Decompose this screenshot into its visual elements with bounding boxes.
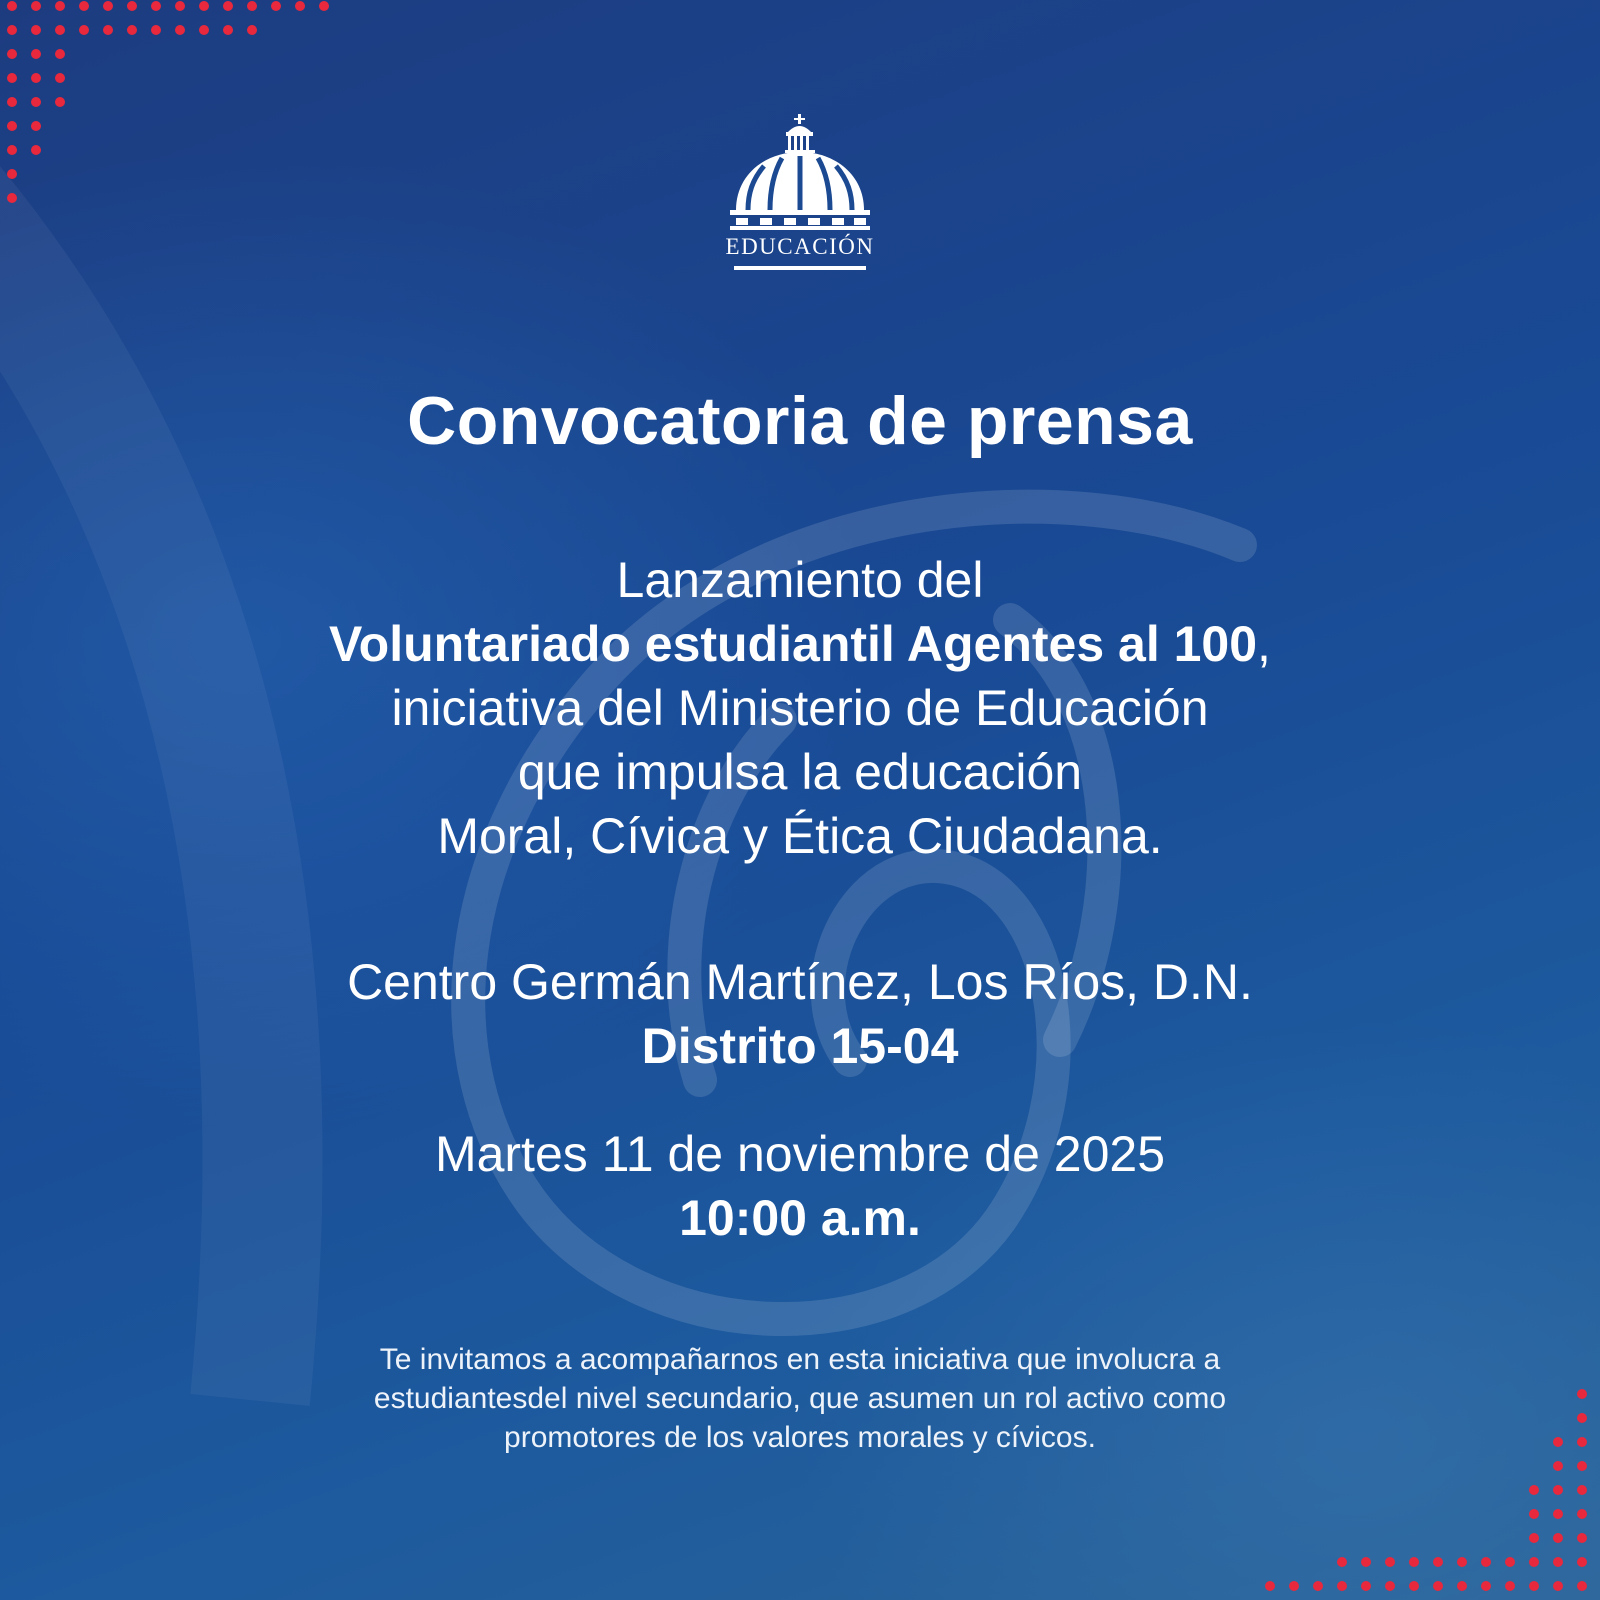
decorative-dot bbox=[1577, 1509, 1587, 1519]
decorative-dot bbox=[7, 1, 17, 11]
description-line-4: que impulsa la educación bbox=[517, 744, 1083, 800]
decorative-dot bbox=[247, 25, 257, 35]
decorative-dot bbox=[1457, 1557, 1467, 1567]
decorative-dot bbox=[1457, 1581, 1467, 1591]
decorative-dot bbox=[1553, 1509, 1563, 1519]
program-name: Voluntariado estudiantil Agentes al 100 bbox=[329, 616, 1258, 672]
decorative-dot bbox=[1553, 1581, 1563, 1591]
decorative-dot bbox=[1505, 1557, 1515, 1567]
decorative-dot bbox=[7, 49, 17, 59]
decorative-dot bbox=[1481, 1557, 1491, 1567]
decorative-dot bbox=[1577, 1581, 1587, 1591]
decorative-dot bbox=[1265, 1581, 1275, 1591]
decorative-dot bbox=[1289, 1581, 1299, 1591]
invitation-text bbox=[0, 1340, 1600, 1457]
decorative-dot bbox=[271, 1, 281, 11]
decorative-dot bbox=[1481, 1581, 1491, 1591]
decorative-dot bbox=[223, 1, 233, 11]
decorative-dot bbox=[1577, 1557, 1587, 1567]
decorative-dot bbox=[151, 1, 161, 11]
location-place: Centro Germán Martínez, Los Ríos, D.N. bbox=[347, 954, 1253, 1010]
decorative-dot bbox=[31, 1, 41, 11]
decorative-dot bbox=[1553, 1461, 1563, 1471]
decorative-dot bbox=[7, 97, 17, 107]
decorative-dot bbox=[1433, 1581, 1443, 1591]
decorative-dot bbox=[1529, 1581, 1539, 1591]
decorative-dot bbox=[1385, 1581, 1395, 1591]
decorative-dot bbox=[79, 1, 89, 11]
decorative-dot bbox=[247, 1, 257, 11]
decorative-dot bbox=[31, 49, 41, 59]
logo-underline bbox=[734, 266, 866, 270]
ministry-logo bbox=[700, 110, 900, 295]
decorative-dot bbox=[79, 25, 89, 35]
decorative-dot bbox=[199, 1, 209, 11]
decorative-dot bbox=[31, 73, 41, 83]
page-title: Convocatoria de prensa bbox=[407, 383, 1193, 459]
event-location bbox=[0, 950, 1600, 1078]
decorative-dot bbox=[55, 73, 65, 83]
decorative-dot bbox=[1529, 1509, 1539, 1519]
decorative-dot bbox=[127, 1, 137, 11]
decorative-dot bbox=[55, 25, 65, 35]
decorative-dot bbox=[31, 97, 41, 107]
dome-icon bbox=[730, 110, 870, 230]
decorative-dot bbox=[7, 121, 17, 131]
event-time: 10:00 a.m. bbox=[679, 1190, 921, 1246]
decorative-dot bbox=[175, 25, 185, 35]
decorative-dot bbox=[31, 25, 41, 35]
decorative-dot bbox=[7, 25, 17, 35]
logo-text: EDUCACIÓN bbox=[725, 234, 875, 259]
invitation-line-2: estudiantesdel nivel secundario, que asumen un rol activo como bbox=[373, 1382, 1227, 1415]
decorative-dot bbox=[103, 25, 113, 35]
decorative-dot bbox=[1529, 1557, 1539, 1567]
decorative-dot bbox=[55, 1, 65, 11]
decorative-dot bbox=[175, 1, 185, 11]
decorative-dot bbox=[7, 169, 17, 179]
decorative-dot bbox=[199, 25, 209, 35]
event-description bbox=[0, 548, 1600, 868]
decorative-dot bbox=[1553, 1485, 1563, 1495]
description-line-2 bbox=[0, 612, 1600, 676]
decorative-dot bbox=[1577, 1533, 1587, 1543]
invitation-line-3: promotores de los valores morales y cívicos. bbox=[504, 1421, 1096, 1454]
decorative-dot bbox=[55, 49, 65, 59]
decorative-dot bbox=[7, 193, 17, 203]
decorative-dot bbox=[1529, 1533, 1539, 1543]
decorative-dot bbox=[7, 73, 17, 83]
decorative-dot bbox=[1385, 1557, 1395, 1567]
decorative-dot bbox=[223, 25, 233, 35]
event-date: Martes 11 de noviembre de 2025 bbox=[434, 1126, 1166, 1182]
description-line-3: iniciativa del Ministerio de Educación bbox=[391, 680, 1209, 736]
decorative-dot bbox=[1313, 1581, 1323, 1591]
decorative-dot bbox=[1337, 1581, 1347, 1591]
description-line-1: Lanzamiento del bbox=[616, 552, 984, 608]
decorative-dot bbox=[55, 97, 65, 107]
decorative-dot bbox=[1553, 1533, 1563, 1543]
decorative-dot bbox=[31, 145, 41, 155]
decorative-dot bbox=[151, 25, 161, 35]
description-line-5: Moral, Cívica y Ética Ciudadana. bbox=[437, 808, 1163, 864]
decorative-dot bbox=[1361, 1581, 1371, 1591]
decorative-dot bbox=[319, 1, 329, 11]
invitation-line-1: Te invitamos a acompañarnos en esta iniciativa que involucra a bbox=[379, 1343, 1221, 1376]
decorative-dot bbox=[1577, 1461, 1587, 1471]
decorative-dot bbox=[1553, 1557, 1563, 1567]
decorative-dot bbox=[1337, 1557, 1347, 1567]
decorative-dot bbox=[127, 25, 137, 35]
location-district: Distrito 15-04 bbox=[641, 1018, 959, 1074]
decorative-dot bbox=[103, 1, 113, 11]
program-name-suffix: , bbox=[1257, 616, 1271, 672]
decorative-dot bbox=[31, 121, 41, 131]
decorative-dot bbox=[1409, 1581, 1419, 1591]
decorative-dot bbox=[1361, 1557, 1371, 1567]
event-schedule bbox=[0, 1122, 1600, 1250]
decorative-dot bbox=[1409, 1557, 1419, 1567]
decorative-dot bbox=[1505, 1581, 1515, 1591]
decorative-dot bbox=[1433, 1557, 1443, 1567]
decorative-dot bbox=[7, 145, 17, 155]
decorative-dot bbox=[1529, 1485, 1539, 1495]
decorative-dot bbox=[295, 1, 305, 11]
decorative-dot bbox=[1577, 1485, 1587, 1495]
